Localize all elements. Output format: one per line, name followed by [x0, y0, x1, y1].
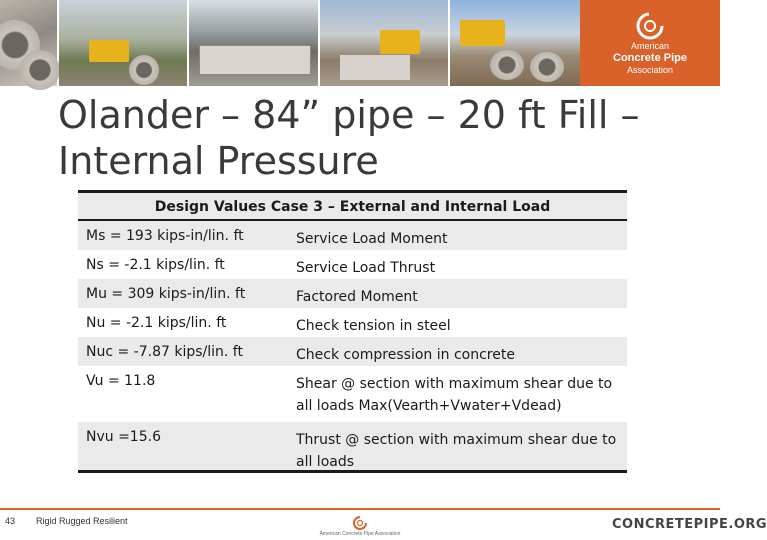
row-description: Service Load Moment — [296, 231, 448, 247]
brand-panel — [580, 0, 720, 86]
table-row — [78, 337, 627, 366]
row-value: Nu = -2.1 kips/lin. ft — [86, 315, 227, 331]
row-value: Nvu =15.6 — [86, 429, 161, 445]
slide-number: 43 — [5, 516, 16, 526]
photo-pipe-installation — [450, 0, 580, 86]
table-row — [78, 422, 627, 473]
row-value: Mu = 309 kips-in/lin. ft — [86, 286, 246, 302]
footer-divider — [0, 508, 720, 510]
photo-excavator-pipes — [59, 0, 189, 86]
row-value: Nuc = -7.87 kips/lin. ft — [86, 344, 243, 360]
brand-line3: Association — [626, 65, 674, 75]
brand-line2: Concrete Pipe — [613, 52, 687, 64]
footer-logo-text: American Concrete Pipe Association — [319, 531, 401, 537]
row-value: Ns = -2.1 kips/lin. ft — [86, 257, 225, 273]
photo-box-culverts — [189, 0, 319, 86]
row-description: Shear @ section with maximum shear due to all loads Max(Vearth+Vwater+Vdead) — [296, 376, 613, 414]
photo-banner — [0, 0, 580, 86]
row-description: Service Load Thrust — [296, 260, 436, 276]
row-description: Thrust @ section with maximum shear due to all loads — [296, 432, 617, 470]
row-description: Check compression in concrete — [296, 347, 515, 363]
table-row — [78, 308, 627, 337]
table-row — [78, 366, 627, 422]
photo-concrete-pipes — [0, 0, 59, 86]
title-line2: Internal Pressure — [58, 139, 379, 183]
row-description: Check tension in steel — [296, 318, 451, 334]
brand-name — [580, 40, 720, 76]
table-row — [78, 221, 627, 250]
brand-line1: American — [630, 41, 669, 51]
title-line1: Olander – 84” pipe – 20 ft Fill – — [58, 93, 640, 137]
footer-tagline: Rigid Rugged Resilient — [36, 516, 128, 526]
table-header: Design Values Case 3 – External and Internal Load — [78, 190, 627, 221]
slide-title — [58, 92, 658, 184]
photo-construction-site — [320, 0, 450, 86]
row-value: Ms = 193 kips-in/lin. ft — [86, 228, 244, 244]
footer-url: CONCRETEPIPE.ORG — [612, 517, 767, 532]
table-row — [78, 279, 627, 308]
row-description: Factored Moment — [296, 289, 418, 305]
row-value: Vu = 11.8 — [86, 373, 156, 389]
table-row — [78, 250, 627, 279]
